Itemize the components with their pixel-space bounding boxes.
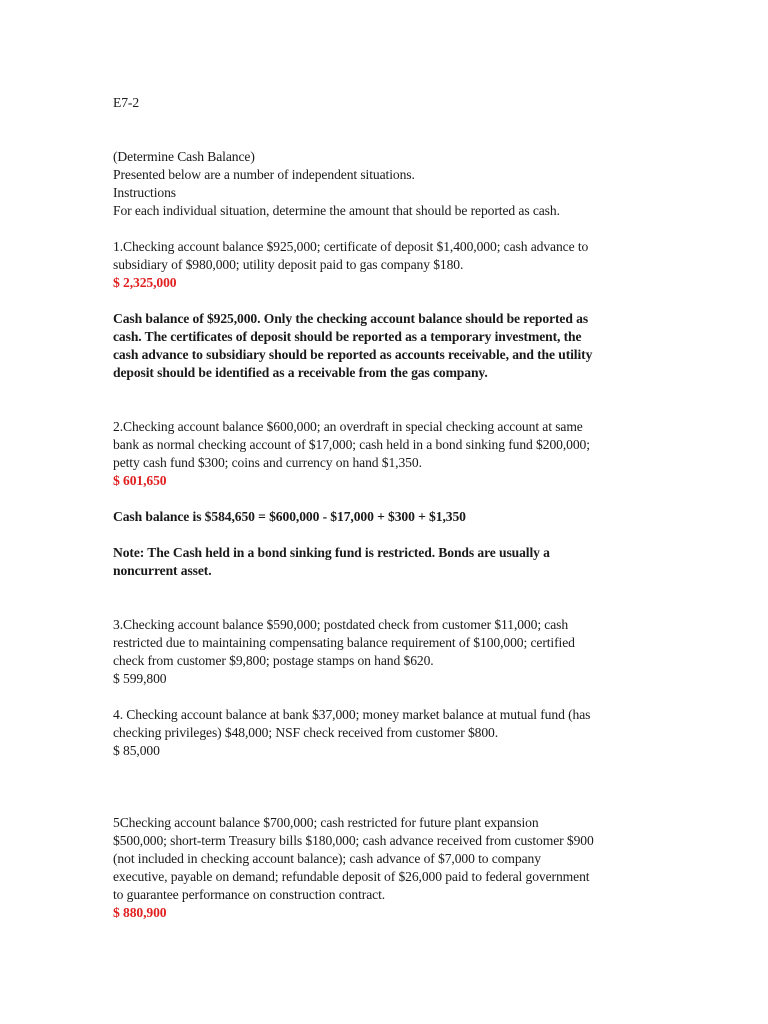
- solution-line: cash advance to subsidiary should be reported as accounts receivable, and the utility: [113, 347, 593, 362]
- spacer: [113, 688, 658, 706]
- note-line: Note: The Cash held in a bond sinking fund is restricted. Bonds are usually a: [113, 545, 550, 560]
- spacer: [113, 382, 658, 400]
- exercise-code: E7-2: [113, 95, 140, 110]
- situation-line: 1.Checking account balance $925,000; certificate of deposit $1,400,000; cash advance to: [113, 239, 589, 254]
- instructions-text: For each individual situation, determine the amount that should be reported as cash.: [113, 203, 560, 218]
- spacer: [113, 292, 658, 310]
- spacer: [113, 598, 658, 616]
- spacer: [113, 526, 658, 544]
- exercise-heading: (Determine Cash Balance): [113, 149, 255, 164]
- spacer: [113, 112, 658, 130]
- instructions-label: Instructions: [113, 185, 176, 200]
- spacer: [113, 490, 658, 508]
- situation-line: bank as normal checking account of $17,000; cash held in a bond sinking fund $200,000;: [113, 437, 590, 452]
- spacer: [113, 760, 658, 778]
- spacer: [113, 778, 658, 796]
- situation-line: executive, payable on demand; refundable deposit of $26,000 paid to federal government: [113, 869, 590, 884]
- solution-line: Cash balance is $584,650 = $600,000 - $17,000 + $300 + $1,350: [113, 509, 466, 524]
- situation-line: 2.Checking account balance $600,000; an overdraft in special checking account at same: [113, 419, 583, 434]
- situation-line: 3.Checking account balance $590,000; postdated check from customer $11,000; cash: [113, 617, 569, 632]
- situation-line: 5Checking account balance $700,000; cash restricted for future plant expansion: [113, 815, 539, 830]
- situation-1: [113, 238, 658, 382]
- solution-line: deposit should be identified as a receivable from the gas company.: [113, 365, 488, 380]
- situation-4: [113, 706, 658, 760]
- situation-answer: $ 2,325,000: [113, 275, 177, 290]
- situation-line: subsidiary of $980,000; utility deposit paid to gas company $180.: [113, 257, 464, 272]
- situation-line: checking privileges) $48,000; NSF check received from customer $800.: [113, 725, 499, 740]
- situation-line: (not included in checking account balance); cash advance of $7,000 to company: [113, 851, 541, 866]
- situation-line: 4. Checking account balance at bank $37,000; money market balance at mutual fund (has: [113, 707, 591, 722]
- spacer: [113, 400, 658, 418]
- situation-line: check from customer $9,800; postage stamps on hand $620.: [113, 653, 434, 668]
- situation-2: [113, 418, 658, 580]
- situation-line: petty cash fund $300; coins and currency on hand $1,350.: [113, 455, 422, 470]
- situation-answer: $ 601,650: [113, 473, 167, 488]
- situation-5: [113, 814, 658, 922]
- situation-line: restricted due to maintaining compensating balance requirement of $100,000; certified: [113, 635, 575, 650]
- document-page: [113, 94, 658, 922]
- situation-answer: $ 599,800: [113, 671, 167, 686]
- exercise-intro: Presented below are a number of independent situations.: [113, 167, 415, 182]
- situation-answer: $ 880,900: [113, 905, 167, 920]
- spacer: [113, 130, 658, 148]
- situation-line: $500,000; short-term Treasury bills $180,000; cash advance received from customer $900: [113, 833, 594, 848]
- situation-line: to guarantee performance on construction contract.: [113, 887, 386, 902]
- solution-line: cash. The certificates of deposit should be reported as a temporary investment, the: [113, 329, 582, 344]
- solution-line: Cash balance of $925,000. Only the checking account balance should be reported as: [113, 311, 589, 326]
- spacer: [113, 220, 658, 238]
- note-line: noncurrent asset.: [113, 563, 212, 578]
- spacer: [113, 796, 658, 814]
- spacer: [113, 580, 658, 598]
- situation-3: [113, 616, 658, 688]
- situation-answer: $ 85,000: [113, 743, 160, 758]
